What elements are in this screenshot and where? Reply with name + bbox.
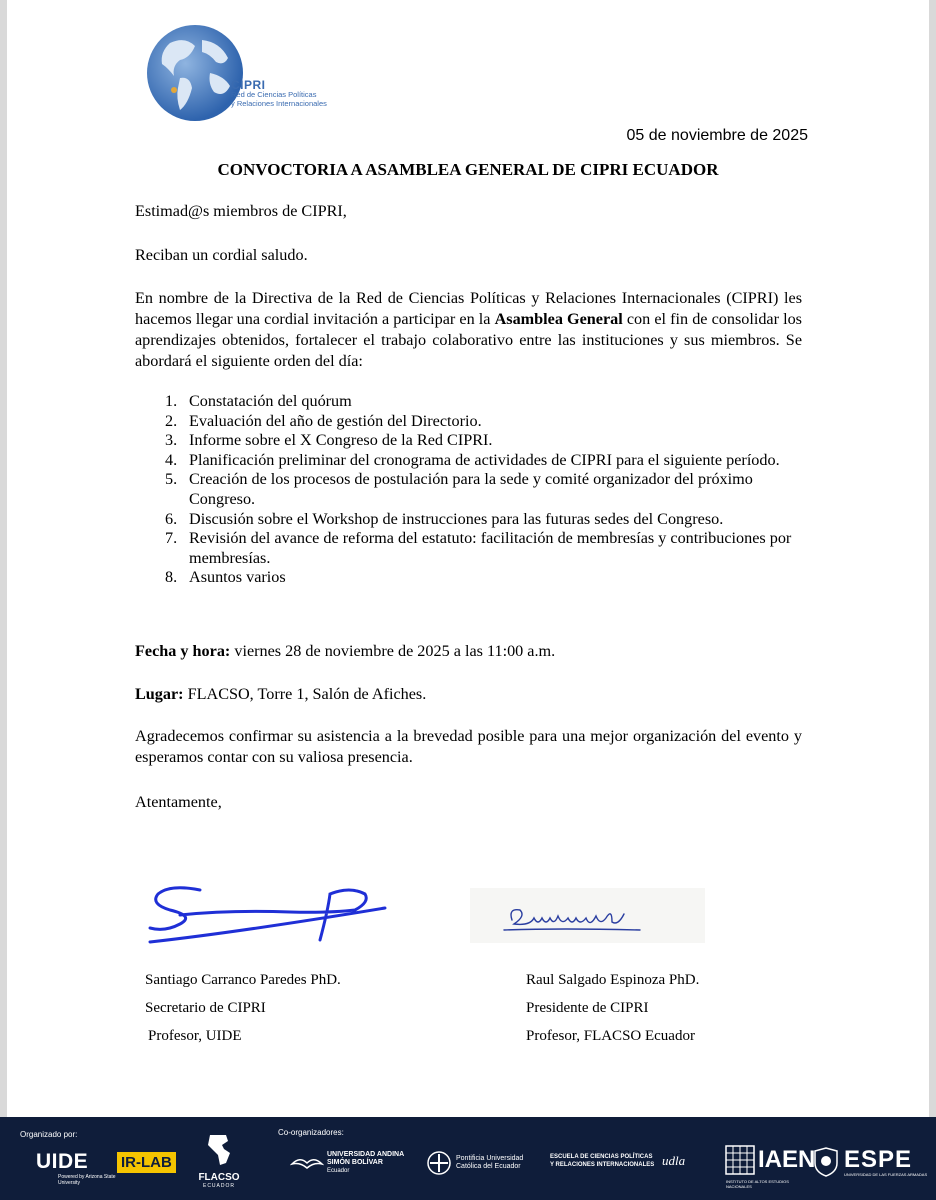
flacso-logo xyxy=(197,1133,241,1189)
agenda-item xyxy=(135,568,802,588)
crest-icon xyxy=(812,1147,840,1177)
uide-logo xyxy=(36,1150,118,1186)
iaen-sub: INSTITUTO DE ALTOS ESTUDIOS NACIONALES xyxy=(726,1179,789,1189)
signatory-block xyxy=(145,966,341,1050)
datetime-line xyxy=(135,641,802,662)
flacso-text: FLACSO xyxy=(198,1172,240,1183)
uide-text: UIDE xyxy=(36,1150,89,1173)
intro-bold: Asamblea General xyxy=(494,310,623,328)
greeting: Estimad@s miembros de CIPRI, xyxy=(135,202,347,220)
sponsors-footer xyxy=(0,1117,936,1200)
signatory-role: Presidente de CIPRI xyxy=(526,1000,649,1016)
agenda-number: 6. xyxy=(165,509,178,528)
agenda-item xyxy=(135,392,802,412)
uasb-line1: UNIVERSIDAD ANDINA xyxy=(327,1151,405,1158)
flacso-sub: ECUADOR xyxy=(202,1183,235,1189)
agenda-text: Creación de los procesos de postulación para la sede y comité organizador del próximo Congreso. xyxy=(189,470,753,508)
place-label: Lugar: xyxy=(135,685,184,703)
puce-logo xyxy=(426,1150,523,1176)
signature-carranco xyxy=(140,880,390,955)
cross-emblem-icon xyxy=(426,1150,452,1176)
agenda-number: 8. xyxy=(165,568,178,587)
agenda-item xyxy=(135,451,802,471)
letter-title: CONVOCTORIA A ASAMBLEA GENERAL DE CIPRI ECUADOR xyxy=(217,160,719,179)
letter-date: 05 de noviembre de 2025 xyxy=(626,127,808,144)
agenda-text: Discusión sobre el Workshop de instrucciones para las futuras sedes del Congreso. xyxy=(189,509,724,528)
escuela-line2: Y RELACIONES INTERNACIONALES xyxy=(550,1162,655,1168)
salutation: Reciban un cordial saludo. xyxy=(135,246,308,264)
organized-label: Organizado por: xyxy=(20,1130,78,1139)
agenda-item xyxy=(135,529,802,568)
agenda-list xyxy=(135,392,802,588)
signatory-block xyxy=(526,966,699,1050)
agenda-text: Planificación preliminar del cronograma de actividades de CIPRI para el siguiente período. xyxy=(189,450,780,469)
agenda-text: Informe sobre el X Congreso de la Red CIPRI. xyxy=(189,431,493,450)
logo-text xyxy=(231,80,327,108)
uide-sub: Powered by Arizona State University xyxy=(58,1174,116,1186)
grid-emblem-icon xyxy=(725,1145,755,1175)
closing-paragraph: Agradecemos confirmar su asistencia a la brevedad posible para una mejor organización del evento y esperamos contar con su valiosa presencia. xyxy=(135,727,802,766)
bird-icon xyxy=(290,1154,324,1172)
coorganizers-label: Co-organizadores: xyxy=(278,1128,344,1137)
agenda-item xyxy=(135,510,802,530)
agenda-number: 7. xyxy=(165,529,178,548)
signoff: Atentamente, xyxy=(135,793,222,811)
signature-salgado xyxy=(500,900,650,940)
agenda-text: Asuntos varios xyxy=(189,568,286,587)
agenda-number: 4. xyxy=(165,450,178,469)
espe-text: ESPE xyxy=(844,1145,913,1173)
agenda-number: 1. xyxy=(165,392,178,410)
datetime-label: Fecha y hora: xyxy=(135,642,231,660)
agenda-item xyxy=(135,470,802,509)
agenda-text: Constatación del quórum xyxy=(189,392,352,410)
escuela-logo xyxy=(550,1153,654,1169)
agenda-item xyxy=(135,431,802,451)
intro-after: con el fin de consolidar los aprendizajes obtenidos, fortalecer el trabajo colaborativo entre las instituciones y sus miembros. Se abordará el siguiente orden del día: xyxy=(135,310,802,370)
intro-paragraph xyxy=(135,288,802,372)
agenda-number: 3. xyxy=(165,431,178,450)
globe-icon xyxy=(140,18,250,128)
puce-line2: Católica del Ecuador xyxy=(456,1163,521,1170)
place-value: FLACSO, Torre 1, Salón de Afiches. xyxy=(183,685,427,703)
agenda-text: Revisión del avance de reforma del estatuto: facilitación de membresías y contribuciones por membresías. xyxy=(189,529,792,567)
logo-acronym: CIPRI xyxy=(231,78,266,92)
irlab-logo: IR-LAB xyxy=(117,1152,176,1173)
agenda-text: Evaluación del año de gestión del Directorio. xyxy=(189,411,482,430)
datetime-value: viernes 28 de noviembre de 2025 a las 11:00 a.m. xyxy=(230,642,556,660)
udla-logo: udla xyxy=(662,1153,686,1168)
puce-line1: Pontificia Universidad xyxy=(456,1155,524,1162)
americas-map-icon xyxy=(204,1133,234,1167)
signatory-name: Raul Salgado Espinoza PhD. xyxy=(526,972,700,988)
place-line xyxy=(135,684,802,705)
uasb-line3: Ecuador xyxy=(327,1168,350,1174)
uasb-logo xyxy=(290,1151,404,1175)
espe-sub: UNIVERSIDAD DE LAS FUERZAS ARMADAS xyxy=(844,1171,928,1177)
escuela-line1: ESCUELA DE CIENCIAS POLÍTICAS xyxy=(550,1154,653,1160)
iaen-logo xyxy=(725,1145,815,1175)
uasb-line2: SIMÓN BOLÍVAR xyxy=(327,1159,383,1166)
iaen-text: IAEN xyxy=(758,1146,816,1173)
logo-line1: Red de Ciencias Políticas xyxy=(231,90,317,99)
agenda-number: 5. xyxy=(165,470,178,489)
signatory-affiliation: Profesor, UIDE xyxy=(148,1028,242,1044)
agenda-number: 2. xyxy=(165,411,178,430)
signatory-role: Secretario de CIPRI xyxy=(145,1000,266,1016)
signatory-affiliation: Profesor, FLACSO Ecuador xyxy=(526,1028,695,1044)
logo-line2: y Relaciones Internacionales xyxy=(231,99,327,108)
cipri-logo xyxy=(140,18,340,128)
agenda-item xyxy=(135,412,802,432)
signatory-name: Santiago Carranco Paredes PhD. xyxy=(145,972,341,988)
intro-before: En nombre de la Directiva de la Red de Ciencias Políticas y Relaciones Internacionales (CIPRI) les hacemos llegar una cordial invitación a participar en la xyxy=(135,289,802,328)
espe-logo xyxy=(812,1147,927,1177)
